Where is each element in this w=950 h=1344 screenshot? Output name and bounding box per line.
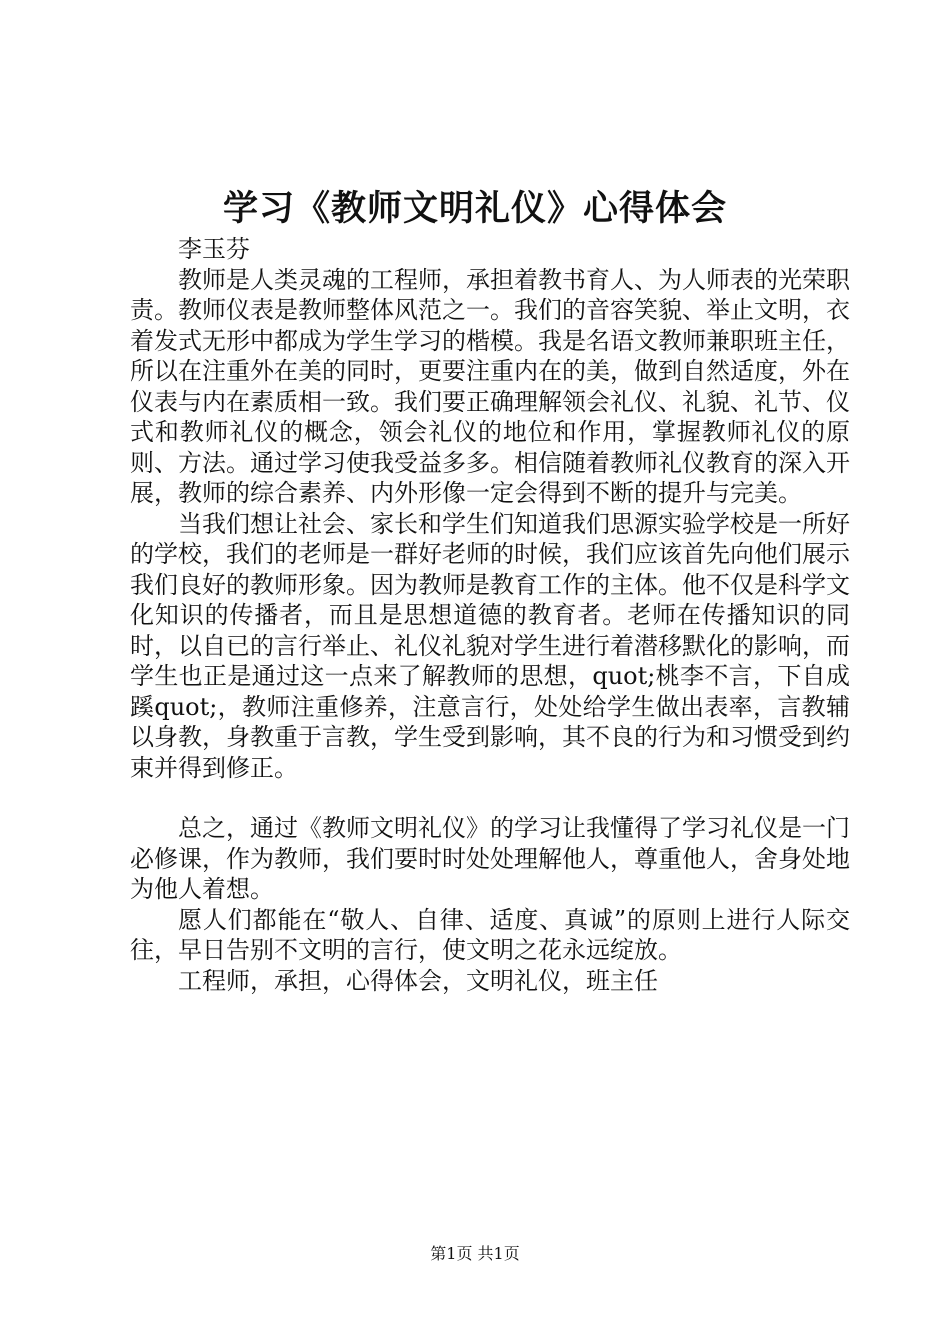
document-body	[130, 234, 850, 996]
paragraph-3: 总之，通过《教师文明礼仪》的学习让我懂得了学习礼仪是一门必修课，作为教师，我们要时时处处理解他人，尊重他人，舍身处地为他人着想。	[130, 814, 850, 903]
author-line: 李玉芬	[178, 235, 250, 263]
document-title: 学习《教师文明礼仪》心得体会	[222, 188, 727, 229]
paragraph-2: 当我们想让社会、家长和学生们知道我们思源实验学校是一所好的学校，我们的老师是一群好老师的时候，我们应该首先向他们展示我们良好的教师形象。因为教师是教育工作的主体。他不仅是科学文化知识的传播者，而且是思想道德的教育者。老师在传播知识的同时，以自已的言行举止、礼仪礼貌对学生进行着潜移默化的影响，而学生也正是通过这一点来了解教师的思想，quot;桃李不言，下自成蹊quot;，教师注重修养，注意言行，处处给学生做出表率，言教辅以身教，身教重于言教，学生受到影响，其不良的行为和习惯受到约束并得到修正。	[130, 509, 850, 782]
keywords-line: 工程师，承担，心得体会，文明礼仪，班主任	[178, 966, 658, 995]
paragraph-4: 愿人们都能在“敬人、自律、适度、真诚”的原则上进行人际交往，早日告别不文明的言行，使文明之花永远绽放。	[130, 905, 850, 964]
paragraph-1: 教师是人类灵魂的工程师，承担着教书育人、为人师表的光荣职责。教师仪表是教师整体风范之一。我们的音容笑貌、举止文明，衣着发式无形中都成为学生学习的楷模。我是名语文教师兼职班主任，所以在注重外在美的同时，更要注重内在的美，做到自然适度，外在仪表与内在素质相一致。我们要正确理解领会礼仪、礼貌、礼节、仪式和教师礼仪的概念，领会礼仪的地位和作用，掌握教师礼仪的原则、方法。通过学习使我受益多多。相信随着教师礼仪教育的深入开展，教师的综合素养、内外形像一定会得到不断的提升与完美。	[130, 265, 850, 507]
page-footer: 第1页 共1页	[430, 1244, 520, 1263]
